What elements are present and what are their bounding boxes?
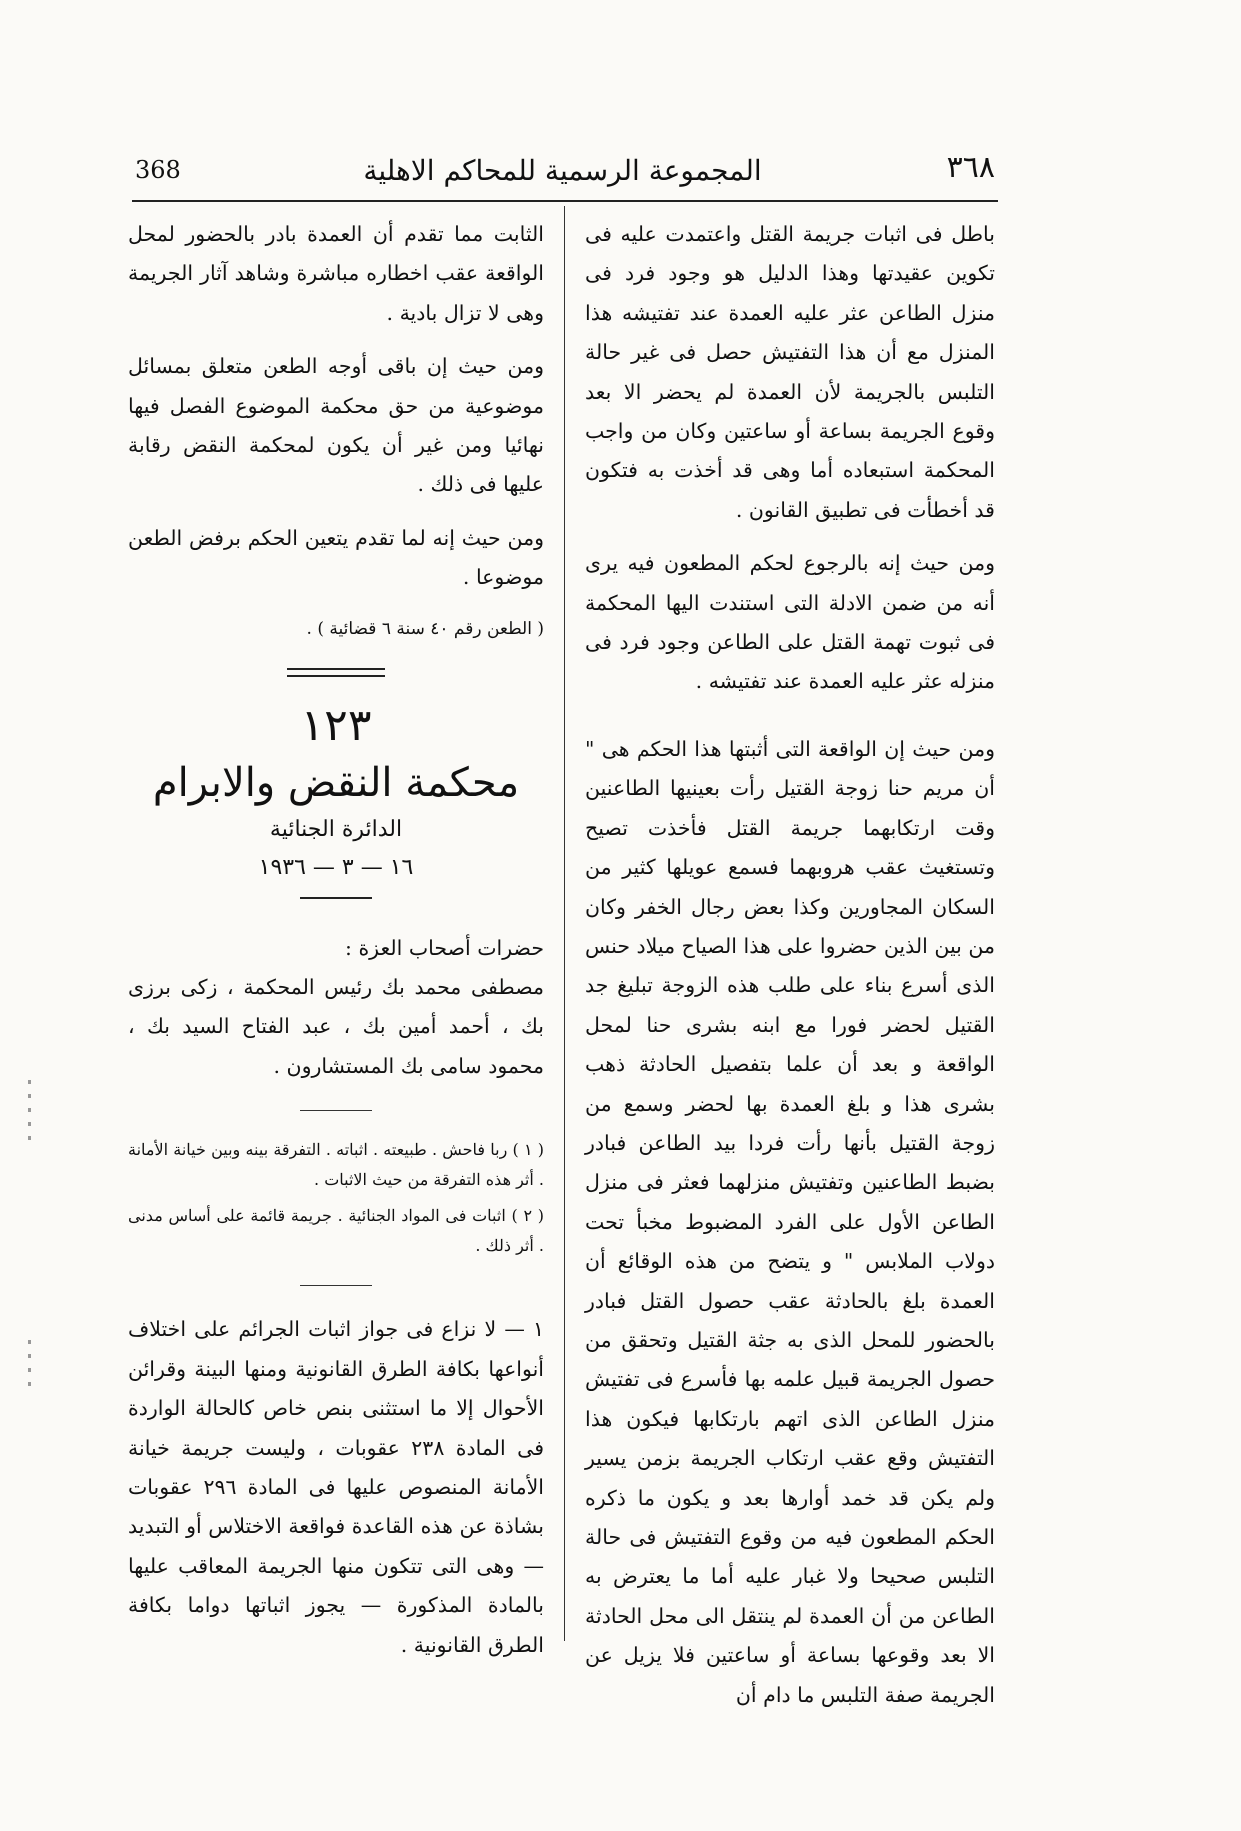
scan-edge-mark bbox=[28, 1080, 31, 1150]
paragraph: ومن حيث إنه بالرجوع لحكم المطعون فيه يرى أنه من ضمن الادلة التى استندت اليها المحكمة فى ثبوت تهمة القتل على الطاعن وجود فرد فى منزله عثر عليه العمدة عند تفتيشه . bbox=[585, 551, 995, 694]
case-number: ١٢٣ bbox=[300, 699, 372, 751]
header-rule bbox=[132, 200, 998, 202]
page-number-arabic: ٣٦٨ bbox=[946, 150, 995, 185]
section-double-rule bbox=[287, 668, 385, 677]
appeal-reference: ( الطعن رقم ٤٠ سنة ٦ قضائية ) . bbox=[306, 618, 544, 639]
left-column bbox=[128, 215, 544, 1665]
principle-rule bbox=[300, 1285, 372, 1286]
attendees-heading: حضرات أصحاب العزة : bbox=[345, 935, 544, 960]
right-column bbox=[585, 215, 995, 1715]
circuit-name: الدائرة الجنائية bbox=[269, 816, 403, 842]
court-name: محكمة النقض والابرام bbox=[152, 759, 520, 806]
headnote: ( ٢ ) اثبات فى المواد الجنائية . جريمة قائمة على أساس مدنى . أثر ذلك . bbox=[128, 1206, 545, 1256]
scan-edge-mark bbox=[28, 1340, 31, 1390]
paragraph: ومن حيث إن الواقعة التى أثبتها هذا الحكم هى " أن مريم حنا زوجة القتيل رأت بعينيها الطاعنين وقت ارتكابهما جريمة القتل فأخذت تصيح وتستغيث عقب هروبهما فسمع عويلها كثير من السكان المجاورين وكذا بعض رجال الخفر وكان من بين الذين حضروا على هذا الصياح ميلاد حنس الذى أسرع بناء على طلب هذه الزوجة تبليغ جد القتيل لحضر فورا مع ابنه بشرى حنا لمحل الواقعة و بعد أن علما بتفصيل الحادثة ذهب بشرى هذا و بلغ العمدة بها لحضر وسمع من زوجة القتيل بأنها رأت فردا بيد الطاعن فبادر بضبط الطاعنين وتفتيش منزلهما فعثر فى منزل الطاعن الأول على الفرد المضبوط مخبأ تحت دولاب الملابس " و يتضح من هذه الوقائع أن العمدة بلغ بالحادثة عقب حصول القتل فبادر بالحضور للمحل الذى به جثة القتيل وتحقق من حصول الجريمة قبيل علمه بها فأسرع فى تفتيش منزل الطاعن الذى اتهم بارتكابها فيكون هذا التفتيش وقع عقب ارتكاب الجريمة بزمن يسير ولم يكن قد خمد أوارها بعد و يكون ما ذكره الحكم المطعون فيه من وقوع التفتيش فى حالة التلبس صحيحا ولا غبار عليه أما ما يعترض به الطاعن من أن العمدة لم ينتقل الى محل الحادثة الا بعد وقوعها بساعة أو ساعتين فلا يزيل عن الجريمة صفة التلبس ما دام أن bbox=[585, 736, 995, 1707]
column-divider bbox=[564, 206, 565, 1641]
journal-title: المجموعة الرسمية للمحاكم الاهلية bbox=[363, 154, 762, 187]
principle-paragraph: ١ — لا نزاع فى جواز اثبات الجرائم على اختلاف أنواعها بكافة الطرق القانونية ومنها البينة وقرائن الأحوال إلا ما استثنى بنص خاص كالحالة الواردة فى المادة ٢٣٨ عقوبات ، وليست جريمة خيانة الأمانة المنصوص عليها فى المادة ٢٩٦ عقوبات بشاذة عن هذه القاعدة فواقعة الاختلاس أو التبديد — وهى التى تتكون منها الجريمة المعاقب عليها بالمادة المذكورة — يجوز اثباتها دواما بكافة الطرق القانونية . bbox=[128, 1317, 545, 1657]
running-header bbox=[130, 150, 995, 194]
judgment-date: ١٦ — ٣ — ١٩٣٦ bbox=[258, 854, 414, 880]
paragraph: الثابت مما تقدم أن العمدة بادر بالحضور لمحل الواقعة عقب اخطاره مباشرة وشاهد آثار الجريمة وهى لا تزال بادية . bbox=[128, 222, 544, 325]
paragraph: ومن حيث إنه لما تقدم يتعين الحكم برفض الطعن موضوعا . bbox=[128, 525, 544, 590]
paragraph: ومن حيث إن باقى أوجه الطعن متعلق بمسائل موضوعية من حق محكمة الموضوع الفصل فيها نهائيا ومن غير أن يكون لمحكمة النقض رقابة عليها فى ذلك . bbox=[128, 354, 544, 497]
headnote: ( ١ ) ربا فاحش . طبيعته . اثباته . التفرقة بينه وبين خيانة الأمانة . أثر هذه التفرقة من حيث الاثبات . bbox=[128, 1140, 545, 1190]
page-number-latin: 368 bbox=[135, 156, 181, 184]
headnote-rule bbox=[300, 1110, 372, 1111]
paragraph: باطل فى اثبات جريمة القتل واعتمدت عليه فى تكوين عقيدتها وهذا الدليل هو وجود فرد فى منزل الطاعن عثر عليه العمدة عند تفتيشه هذا المنزل مع أن هذا التفتيش حصل فى غير حالة التلبس بالجريمة لأن العمدة لم يحضر الا بعد وقوع الجريمة بساعة أو ساعتين وكان من واجب المحكمة استبعاده أما وهى قد أخذت به فتكون قد أخطأت فى تطبيق القانون . bbox=[585, 222, 995, 522]
attendees-list: مصطفى محمد بك رئيس المحكمة ، زكى برزى بك ، أحمد أمين بك ، عبد الفتاح السيد بك ، محمود سامى بك المستشارون . bbox=[128, 975, 544, 1078]
